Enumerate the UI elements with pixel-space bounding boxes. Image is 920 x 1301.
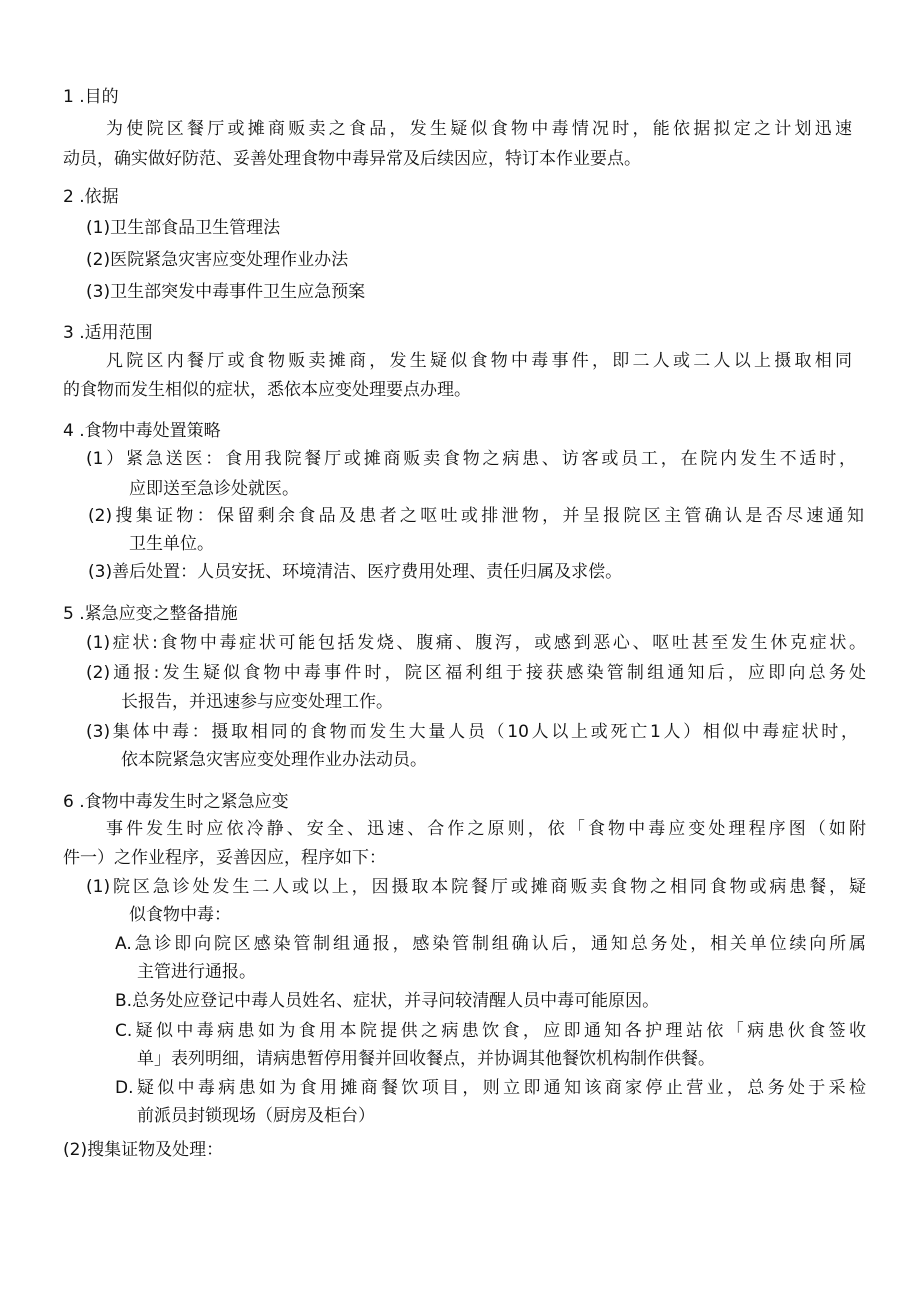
section-4-heading: 4 .食物中毒处置策略 (63, 421, 221, 441)
section-6-item-1-line-1: (1)院区急诊处发生二人或以上，因摄取本院餐厅或摊商贩卖食物之相同食物或病患餐，疑 (86, 877, 866, 897)
section-6-item-1-line-2: 似食物中毒： (129, 905, 231, 925)
section-4-item-1-line-1: (1）紧急送医：食用我院餐厅或摊商贩卖食物之病患、访客或员工，在院内发生不适时， (86, 449, 856, 469)
section-5-item-2-line-2: 长报告，并迅速参与应变处理工作。 (121, 692, 393, 712)
section-3-para-line-1: 凡院区内餐厅或食物贩卖摊商，发生疑似食物中毒事件，即二人或二人以上摄取相同 (106, 351, 852, 371)
section-6-para-line-2: 件一）之作业程序，妥善因应，程序如下： (63, 848, 386, 868)
section-6-sub-d-line-2: 前派员封锁现场（厨房及柜台） (137, 1106, 375, 1126)
section-6-item-2: (2)搜集证物及处理： (63, 1140, 224, 1160)
section-6-para-line-1: 事件发生时应依冷静、安全、迅速、合作之原则，依「食物中毒应变处理程序图（如附 (106, 819, 866, 839)
section-6-sub-c-line-1: C.疑似中毒病患如为食用本院提供之病患饮食，应即通知各护理站依「病患伙食签收 (115, 1021, 866, 1041)
section-6-heading: 6 .食物中毒发生时之紧急应变 (63, 792, 289, 812)
section-4-item-3: (3)善后处置：人员安抚、环境清洁、医疗费用处理、责任归属及求偿。 (88, 562, 623, 582)
section-1-para-line-1: 为使院区餐厅或摊商贩卖之食品，发生疑似食物中毒情况时，能依据拟定之计划迅速 (106, 119, 852, 139)
section-1-heading: 1 .目的 (63, 87, 119, 107)
section-5-heading: 5 .紧急应变之整备措施 (63, 604, 238, 624)
section-5-item-1: (1)症状:食物中毒症状可能包括发烧、腹痛、腹泻，或感到恶心、呕吐甚至发生休克症状。 (86, 633, 866, 653)
section-4-item-2-line-2: 卫生单位。 (129, 534, 214, 554)
section-5-item-3-line-1: (3)集体中毒：摄取相同的食物而发生大量人员（10人以上或死亡1人）相似中毒症状时， (86, 722, 858, 742)
section-2-item-3: (3)卫生部突发中毒事件卫生应急预案 (86, 282, 366, 302)
section-6-sub-a-line-1: A.急诊即向院区感染管制组通报，感染管制组确认后，通知总务处，相关单位续向所属 (115, 934, 866, 954)
section-2-heading: 2 .依据 (63, 187, 119, 207)
section-6-sub-c-line-2: 单」表列明细，请病患暂停用餐并回收餐点，并协调其他餐饮机构制作供餐。 (137, 1049, 715, 1069)
section-1-para-line-2: 动员，确实做好防范、妥善处理食物中毒异常及后续因应，特订本作业要点。 (63, 149, 641, 169)
section-6-sub-a-line-2: 主管进行通报。 (137, 962, 256, 982)
section-6-sub-d-line-1: D.疑似中毒病患如为食用摊商餐饮项目，则立即通知该商家停止营业，总务处于采检 (115, 1078, 866, 1098)
section-4-item-1-line-2: 应即送至急诊处就医。 (129, 479, 299, 499)
section-5-item-2-line-1: (2)通报:发生疑似食物中毒事件时，院区福利组于接获感染管制组通知后，应即向总务处 (86, 663, 866, 683)
section-2-item-2: (2)医院紧急灾害应变处理作业办法 (86, 250, 349, 270)
section-6-sub-b: B.总务处应登记中毒人员姓名、症状，并寻问较清醒人员中毒可能原因。 (115, 991, 660, 1011)
section-4-item-2-line-1: (2)搜集证物：保留剩余食品及患者之呕吐或排泄物，并呈报院区主管确认是否尽速通知 (88, 506, 864, 526)
section-3-para-line-2: 的食物而发生相似的症状，悉依本应变处理要点办理。 (63, 380, 471, 400)
section-5-item-3-line-2: 依本院紧急灾害应变处理作业办法动员。 (121, 750, 427, 770)
section-3-heading: 3 .适用范围 (63, 323, 153, 343)
section-2-item-1: (1)卫生部食品卫生管理法 (86, 218, 281, 238)
